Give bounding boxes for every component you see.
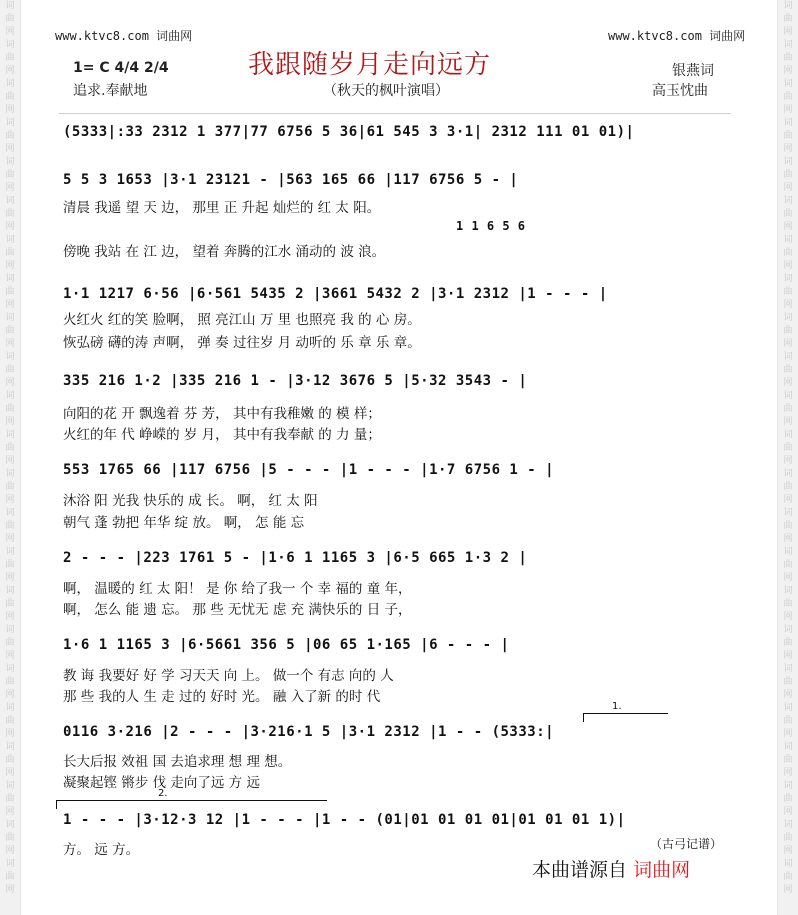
watermark-glyph: 网 [5, 885, 15, 895]
watermark-glyph: 网 [783, 534, 793, 544]
watermark-glyph: 曲 [783, 92, 793, 102]
watermark-glyph: 曲 [5, 287, 15, 297]
watermark-glyph: 词 [783, 352, 793, 362]
watermark-glyph: 词 [5, 391, 15, 401]
score-row-notes: 1·1 1217 6·56 |6·561 5435 2 |3661 5432 2 |3·1 2312 |1 - - - | [63, 286, 608, 302]
lyric-line-1: 清晨 我遥 望 天 边， 那里 正 升起 灿烂的 红 太 阳。 [63, 200, 381, 216]
watermark-glyph: 词 [783, 469, 793, 479]
watermark-glyph: 网 [783, 495, 793, 505]
watermark-glyph: 曲 [5, 248, 15, 258]
watermark-glyph: 曲 [5, 716, 15, 726]
watermark-glyph: 词 [5, 313, 15, 323]
lyricist: 银燕词 [672, 63, 714, 79]
divider [59, 113, 731, 114]
site-url-right[interactable]: www.ktvc8.com 词曲网 [608, 29, 746, 43]
watermark-glyph: 网 [5, 456, 15, 466]
watermark-glyph: 词 [5, 1, 15, 11]
watermark-glyph: 网 [5, 846, 15, 856]
watermark-glyph: 网 [5, 690, 15, 700]
watermark-glyph: 词 [5, 703, 15, 713]
watermark-glyph: 曲 [783, 521, 793, 531]
watermark-glyph: 网 [5, 534, 15, 544]
watermark-glyph: 曲 [783, 560, 793, 570]
watermark-glyph: 曲 [5, 92, 15, 102]
watermark-glyph: 曲 [783, 248, 793, 258]
source-prefix: 本曲谱源自 [532, 859, 628, 881]
watermark-glyph: 词 [783, 118, 793, 128]
watermark-glyph: 网 [783, 66, 793, 76]
lyric-line-1: 火红火 红的笑 脸啊， 照 亮江山 万 里 也照亮 我 的 心 房。 [63, 312, 421, 328]
watermark-glyph: 网 [5, 378, 15, 388]
watermark-glyph: 词 [783, 79, 793, 89]
lyric-line-2: 恢弘磅 礴的涛 声啊， 弹 奏 过往岁 月 动听的 乐 章 乐 章。 [63, 335, 421, 351]
watermark-glyph: 词 [783, 157, 793, 167]
watermark-glyph: 词 [5, 547, 15, 557]
watermark-glyph: 曲 [783, 287, 793, 297]
watermark-glyph: 词 [5, 625, 15, 635]
score-row-notes: 5 5 3 1653 |3·1 23121 - |563 165 66 |117 6756 5 - | [63, 172, 519, 188]
watermark-glyph: 曲 [5, 599, 15, 609]
watermark-glyph: 网 [783, 573, 793, 583]
song-title: 我跟随岁月走向远方 [248, 50, 492, 80]
watermark-glyph: 词 [5, 40, 15, 50]
watermark-glyph: 词 [783, 313, 793, 323]
watermark-glyph: 词 [5, 235, 15, 245]
watermark-glyph: 网 [783, 105, 793, 115]
watermark-glyph: 曲 [5, 560, 15, 570]
watermark-glyph: 曲 [783, 53, 793, 63]
watermark-glyph: 词 [783, 586, 793, 596]
score-row-notes: 0116 3·216 |2 - - - |3·216·1 5 |3·1 2312 |1 - - (5333:| [63, 724, 555, 740]
watermark-glyph: 网 [5, 261, 15, 271]
lyric-line-2: 啊， 怎么 能 遗 忘。 那 些 无忧无 虑 充 满快乐的 日 子， [63, 602, 412, 618]
watermark-strip-left [0, 0, 21, 915]
watermark-glyph: 网 [783, 417, 793, 427]
watermark-glyph: 曲 [5, 209, 15, 219]
lyric-line-1: 长大后报 效祖 国 去追求理 想 理 想。 [63, 754, 292, 770]
watermark-glyph: 网 [5, 66, 15, 76]
lyric-line-1: 教 诲 我要好 好 学 习天天 向 上。 做一个 有志 向的 人 [63, 668, 394, 684]
watermark-glyph: 曲 [5, 677, 15, 687]
volta-bracket-2 [56, 800, 327, 809]
watermark-glyph: 词 [5, 859, 15, 869]
watermark-glyph: 曲 [783, 872, 793, 882]
watermark-glyph: 网 [5, 807, 15, 817]
lyric-line-2: 那 些 我的人 生 走 过的 好时 光。 融 入了新 的时 代 [63, 689, 381, 705]
watermark-glyph: 曲 [783, 209, 793, 219]
watermark-glyph: 网 [783, 144, 793, 154]
watermark-glyph: 词 [783, 742, 793, 752]
watermark-glyph: 词 [783, 820, 793, 830]
score-row-notes: 553 1765 66 |117 6756 |5 - - - |1 - - - |1·7 6756 1 - | [63, 462, 555, 478]
watermark-glyph: 曲 [5, 755, 15, 765]
lyric-line-2: 朝气 蓬 勃把 年华 绽 放。 啊， 怎 能 忘 [63, 515, 305, 531]
watermark-glyph: 网 [783, 183, 793, 193]
watermark-glyph: 曲 [783, 716, 793, 726]
watermark-glyph: 曲 [783, 755, 793, 765]
watermark-glyph: 网 [783, 768, 793, 778]
watermark-glyph: 曲 [5, 833, 15, 843]
watermark-glyph: 曲 [5, 872, 15, 882]
watermark-glyph: 曲 [5, 482, 15, 492]
watermark-glyph: 网 [783, 729, 793, 739]
key-signature: 1= C 4/4 2/4 [73, 60, 169, 76]
watermark-glyph: 词 [783, 859, 793, 869]
watermark-glyph: 词 [5, 196, 15, 206]
volta-bracket-1 [583, 713, 668, 722]
watermark-glyph: 网 [5, 612, 15, 622]
watermark-glyph: 词 [783, 391, 793, 401]
watermark-glyph: 曲 [783, 326, 793, 336]
watermark-glyph: 词 [783, 625, 793, 635]
watermark-glyph: 网 [783, 612, 793, 622]
watermark-glyph: 曲 [783, 638, 793, 648]
watermark-glyph: 网 [783, 651, 793, 661]
watermark-glyph: 词 [783, 781, 793, 791]
watermark-glyph: 网 [5, 768, 15, 778]
watermark-glyph: 词 [783, 196, 793, 206]
volta-label-1: 1. [612, 701, 622, 712]
watermark-glyph: 词 [5, 820, 15, 830]
watermark-glyph: 曲 [5, 638, 15, 648]
watermark-glyph: 曲 [783, 14, 793, 24]
watermark-glyph: 网 [783, 456, 793, 466]
watermark-glyph: 词 [783, 40, 793, 50]
lyric-line-2: 火红的年 代 峥嵘的 岁 月， 其中有我奉献 的 力 量； [63, 427, 381, 443]
watermark-glyph: 曲 [5, 794, 15, 804]
watermark-glyph: 网 [5, 105, 15, 115]
watermark-glyph: 词 [783, 664, 793, 674]
watermark-glyph: 曲 [783, 599, 793, 609]
site-url-left[interactable]: www.ktvc8.com 词曲网 [55, 29, 193, 43]
watermark-glyph: 词 [5, 430, 15, 440]
alt-notes: 1 1 6 5 6 [456, 219, 526, 233]
watermark-glyph: 网 [783, 807, 793, 817]
score-row-notes: 1 - - - |3·12·3 12 |1 - - - |1 - - (01|01 01 01 01|01 01 01 1)| [63, 812, 626, 828]
lyric-line-1: 方。 远 方。 [63, 842, 140, 858]
watermark-glyph: 曲 [5, 404, 15, 414]
watermark-glyph: 网 [5, 417, 15, 427]
lyric-line-1: 啊， 温暖的 红 太 阳！ 是 你 给了我一 个 幸 福的 童 年， [63, 581, 412, 597]
watermark-strip-right [777, 0, 798, 915]
score-row-notes: 2 - - - |223 1761 5 - |1·6 1 1165 3 |6·5 665 1·3 2 | [63, 550, 528, 566]
watermark-glyph: 曲 [783, 677, 793, 687]
watermark-glyph: 网 [783, 690, 793, 700]
watermark-glyph: 网 [5, 300, 15, 310]
watermark-glyph: 词 [5, 352, 15, 362]
watermark-glyph: 词 [5, 742, 15, 752]
watermark-glyph: 曲 [5, 365, 15, 375]
source-site-link[interactable]: 词曲网 [633, 859, 691, 881]
lyric-line-1: 沐浴 阳 光我 快乐的 成 长。 啊， 红 太 阳 [63, 493, 318, 509]
watermark-glyph: 曲 [5, 326, 15, 336]
score-row-notes: (5333|:33 2312 1 377|77 6756 5 36|61 545 3 3·1| 2312 111 01 01)| [63, 124, 635, 140]
watermark-glyph: 词 [783, 1, 793, 11]
watermark-glyph: 网 [783, 885, 793, 895]
watermark-glyph: 曲 [783, 443, 793, 453]
watermark-glyph: 词 [783, 547, 793, 557]
watermark-glyph: 曲 [783, 404, 793, 414]
volta-label-2: 2. [158, 788, 168, 799]
score-row-notes: 1·6 1 1165 3 |6·5661 356 5 |06 65 1·165 |6 - - - | [63, 637, 510, 653]
watermark-glyph: 网 [5, 144, 15, 154]
watermark-glyph: 词 [5, 508, 15, 518]
watermark-glyph: 词 [783, 508, 793, 518]
watermark-glyph: 网 [783, 300, 793, 310]
watermark-glyph: 词 [783, 274, 793, 284]
watermark-glyph: 曲 [783, 794, 793, 804]
watermark-glyph: 网 [5, 339, 15, 349]
watermark-glyph: 曲 [783, 131, 793, 141]
watermark-glyph: 网 [783, 339, 793, 349]
watermark-glyph: 网 [783, 261, 793, 271]
lyric-line-1: 向阳的花 开 飘逸着 芬 芳， 其中有我稚嫩 的 模 样； [63, 406, 381, 422]
watermark-glyph: 词 [5, 79, 15, 89]
watermark-glyph: 网 [783, 222, 793, 232]
watermark-glyph: 词 [783, 703, 793, 713]
watermark-glyph: 网 [5, 183, 15, 193]
watermark-glyph: 词 [5, 118, 15, 128]
watermark-glyph: 曲 [783, 170, 793, 180]
watermark-glyph: 曲 [5, 521, 15, 531]
watermark-glyph: 词 [5, 664, 15, 674]
composer: 高玉忱曲 [652, 83, 708, 99]
watermark-glyph: 网 [5, 651, 15, 661]
watermark-glyph: 网 [5, 222, 15, 232]
watermark-glyph: 曲 [5, 170, 15, 180]
watermark-glyph: 网 [5, 495, 15, 505]
watermark-glyph: 曲 [783, 833, 793, 843]
watermark-glyph: 词 [5, 157, 15, 167]
watermark-glyph: 网 [5, 573, 15, 583]
watermark-glyph: 曲 [783, 482, 793, 492]
watermark-glyph: 曲 [783, 365, 793, 375]
source-credit [532, 855, 690, 882]
watermark-glyph: 词 [5, 781, 15, 791]
watermark-glyph: 网 [5, 27, 15, 37]
watermark-glyph: 词 [5, 274, 15, 284]
transcriber-note: （古弓记谱） [650, 837, 723, 851]
watermark-glyph: 网 [5, 729, 15, 739]
watermark-glyph: 网 [783, 846, 793, 856]
lyric-line-2: 凝聚起铿 锵步 伐 走向了远 方 远 [63, 775, 260, 791]
watermark-glyph: 网 [783, 378, 793, 388]
watermark-glyph: 曲 [5, 14, 15, 24]
tempo-style: 追求.奉献地 [73, 83, 148, 99]
watermark-glyph: 网 [783, 27, 793, 37]
watermark-glyph: 词 [5, 469, 15, 479]
watermark-glyph: 曲 [5, 131, 15, 141]
watermark-glyph: 词 [5, 586, 15, 596]
watermark-glyph: 曲 [5, 443, 15, 453]
lyric-line-2: 傍晚 我站 在 江 边， 望着 奔腾的江水 涌动的 波 浪。 [63, 244, 386, 260]
watermark-glyph: 曲 [5, 53, 15, 63]
watermark-glyph: 词 [783, 430, 793, 440]
score-row-notes: 335 216 1·2 |335 216 1 - |3·12 3676 5 |5·32 3543 - | [63, 373, 528, 389]
song-subtitle: （秋天的枫叶演唱） [323, 83, 449, 99]
watermark-glyph: 词 [783, 235, 793, 245]
